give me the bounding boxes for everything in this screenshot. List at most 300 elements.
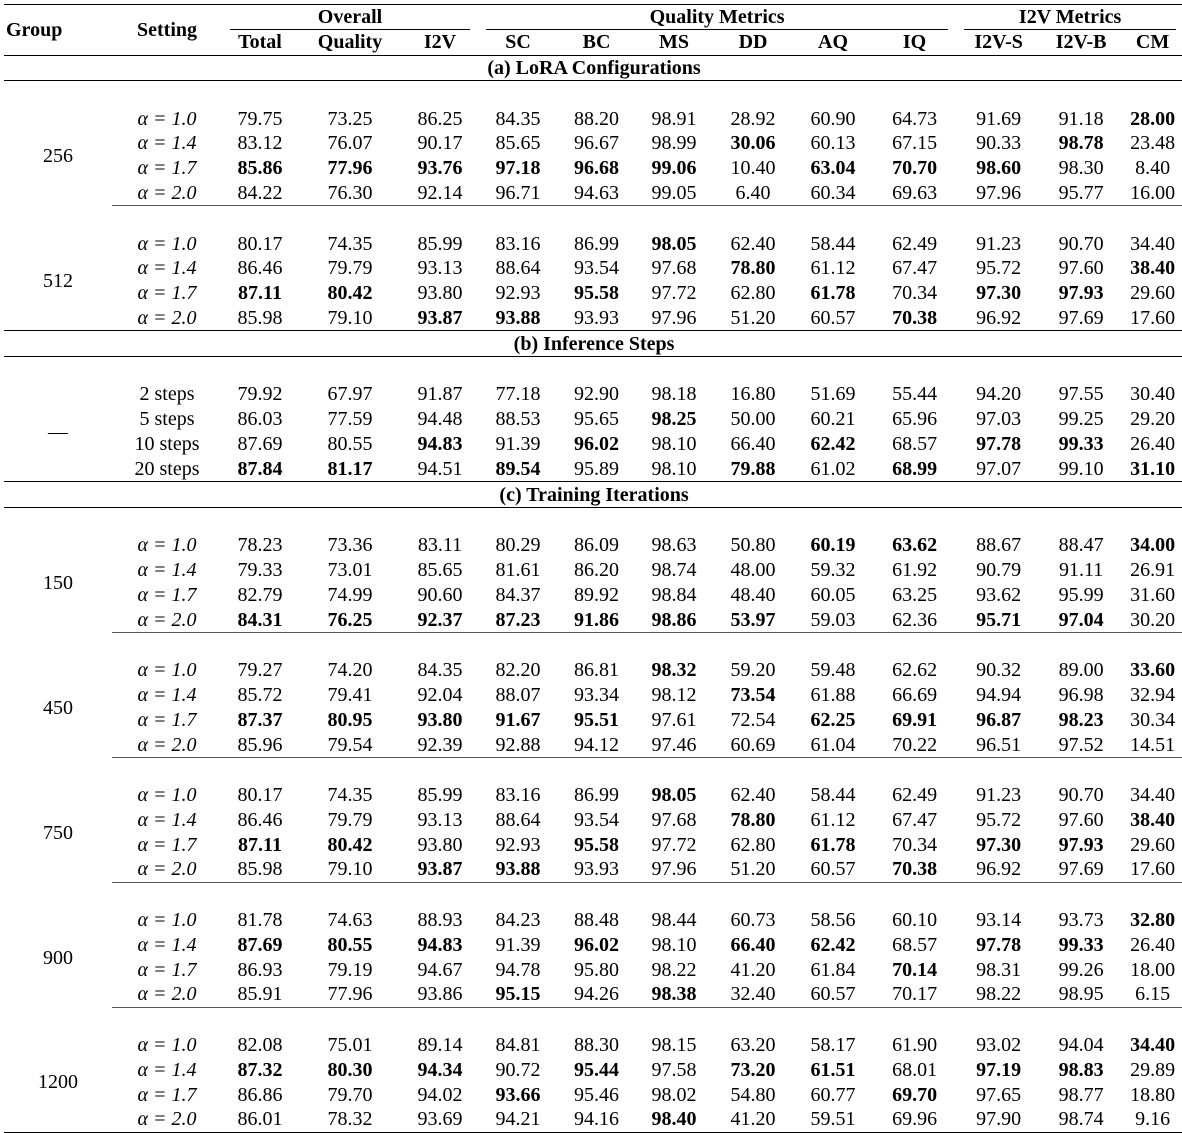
table-body (4, 5, 1182, 1133)
table-row (4, 131, 1182, 156)
value-cell: 55.44 (892, 383, 938, 406)
table-row (4, 658, 1182, 683)
value-cell: 69.96 (892, 1108, 938, 1131)
value-cell: 72.54 (730, 708, 776, 731)
value-cell: 73.20 (730, 1058, 776, 1081)
value-cell: 92.14 (417, 181, 463, 204)
section-title: (a) LoRA Configurations (487, 56, 701, 79)
value-cell: 60.34 (810, 181, 856, 204)
group-label: 900 (43, 946, 73, 969)
value-cell: 94.26 (574, 983, 620, 1006)
value-cell: 96.51 (976, 733, 1022, 756)
value-cell: 97.68 (651, 808, 697, 831)
value-cell: 94.04 (1058, 1034, 1104, 1057)
value-cell: 96.71 (495, 181, 541, 204)
col-header-iq: IQ (902, 31, 927, 54)
value-cell: 73.01 (327, 558, 373, 581)
value-cell: 98.10 (651, 933, 697, 956)
value-cell: 97.69 (1058, 306, 1104, 329)
value-cell: 95.58 (574, 282, 620, 305)
value-cell: 30.34 (1130, 708, 1176, 731)
value-cell: 87.11 (238, 282, 282, 305)
table-row (4, 456, 1182, 481)
value-cell: 58.44 (810, 784, 856, 807)
value-cell: 61.02 (810, 457, 856, 480)
value-cell: 60.19 (810, 534, 856, 557)
value-cell: 93.88 (495, 306, 541, 329)
value-cell: 74.35 (327, 232, 373, 255)
value-cell: 93.54 (574, 257, 620, 280)
value-cell: 58.17 (810, 1034, 856, 1057)
value-cell: 94.02 (417, 1083, 463, 1106)
value-cell: 99.10 (1058, 457, 1104, 480)
value-cell: 96.02 (574, 933, 620, 956)
value-cell: 30.40 (1130, 383, 1176, 406)
setting-cell: α = 2.0 (137, 733, 197, 756)
value-cell: 91.86 (574, 608, 620, 631)
value-cell: 79.54 (327, 733, 373, 756)
value-cell: 87.23 (495, 608, 541, 631)
value-cell: 70.17 (892, 983, 938, 1006)
value-cell: 98.25 (651, 408, 697, 431)
value-cell: 91.18 (1058, 107, 1104, 130)
setting-cell: 20 steps (134, 457, 200, 480)
table-row (4, 707, 1182, 732)
value-cell: 78.80 (730, 257, 776, 280)
setting-cell: α = 1.7 (137, 583, 197, 606)
group-spacer (4, 507, 1182, 532)
value-cell: 98.23 (1058, 708, 1104, 731)
value-cell: 93.87 (417, 858, 463, 881)
value-cell: 34.00 (1130, 534, 1176, 557)
col-header-cm: CM (1135, 31, 1170, 54)
setting-cell: 10 steps (134, 432, 200, 455)
value-cell: 86.46 (237, 808, 283, 831)
value-cell: 79.79 (327, 257, 373, 280)
value-cell: 31.60 (1130, 583, 1176, 606)
value-cell: 17.60 (1130, 306, 1176, 329)
value-cell: 93.66 (495, 1083, 541, 1106)
spacer-cell (4, 81, 112, 106)
value-cell: 97.72 (651, 282, 697, 305)
value-cell: 86.81 (574, 659, 620, 682)
col-header-ms: MS (659, 31, 690, 54)
table-row (4, 808, 1182, 833)
value-cell: 74.99 (327, 583, 373, 606)
setting-cell: α = 2.0 (137, 181, 197, 204)
value-cell: 61.84 (810, 958, 856, 981)
value-cell: 82.08 (237, 1034, 283, 1057)
value-cell: 70.38 (892, 306, 938, 329)
table-row (4, 732, 1182, 757)
spacer-cell (4, 206, 112, 231)
value-cell: 29.60 (1130, 833, 1176, 856)
value-cell: 67.47 (892, 808, 938, 831)
value-cell: 26.40 (1130, 432, 1176, 455)
spacer-cell (4, 1007, 112, 1032)
value-cell: 91.11 (1058, 558, 1104, 581)
value-cell: 80.42 (327, 833, 373, 856)
value-cell: 60.13 (810, 132, 856, 155)
value-cell: 81.78 (237, 909, 283, 932)
value-cell: 30.06 (730, 132, 776, 155)
value-cell: 94.16 (574, 1108, 620, 1131)
value-cell: 86.09 (574, 534, 620, 557)
value-cell: 93.93 (574, 858, 620, 881)
value-cell: 10.40 (730, 157, 776, 180)
value-cell: 85.98 (237, 858, 283, 881)
group-label: 256 (43, 145, 73, 168)
value-cell: 86.01 (237, 1108, 283, 1131)
value-cell: 92.39 (417, 733, 463, 756)
value-cell: 75.01 (327, 1034, 373, 1057)
setting-cell: α = 1.4 (137, 558, 197, 581)
value-cell: 79.10 (327, 858, 373, 881)
value-cell: 30.20 (1130, 608, 1176, 631)
value-cell: 16.00 (1130, 181, 1176, 204)
value-cell: 58.56 (810, 909, 856, 932)
setting-cell: α = 2.0 (137, 858, 197, 881)
table-row (4, 932, 1182, 957)
value-cell: 93.80 (417, 833, 463, 856)
table-row (4, 1107, 1182, 1132)
group-label: 150 (43, 571, 73, 594)
value-cell: 68.99 (892, 457, 938, 480)
value-cell: 97.68 (651, 257, 697, 280)
value-cell: 70.38 (892, 858, 938, 881)
value-cell: 74.63 (327, 909, 373, 932)
setting-cell: α = 1.4 (137, 808, 197, 831)
value-cell: 92.37 (417, 608, 463, 631)
setting-cell: α = 1.0 (137, 1034, 197, 1057)
setting-cell: α = 1.7 (137, 708, 197, 731)
spacer-cell (4, 507, 112, 532)
value-cell: 97.96 (976, 181, 1022, 204)
value-cell: 58.44 (810, 232, 856, 255)
value-cell: 60.77 (810, 1083, 856, 1106)
value-cell: 93.73 (1058, 909, 1104, 932)
value-cell: 97.65 (976, 1083, 1022, 1106)
col-header-aq: AQ (818, 31, 849, 54)
value-cell: 99.06 (651, 157, 697, 180)
setting-cell: α = 2.0 (137, 983, 197, 1006)
value-cell: 85.91 (237, 983, 283, 1006)
setting-cell: α = 1.0 (137, 784, 197, 807)
value-cell: 98.05 (651, 232, 697, 255)
value-cell: 92.93 (495, 282, 541, 305)
value-cell: 69.70 (892, 1083, 938, 1106)
value-cell: 61.92 (892, 558, 938, 581)
value-cell: 90.70 (1058, 232, 1104, 255)
value-cell: 84.23 (495, 909, 541, 932)
value-cell: 95.58 (574, 833, 620, 856)
value-cell: 97.55 (1058, 383, 1104, 406)
value-cell: 96.68 (574, 157, 620, 180)
value-cell: 98.15 (651, 1034, 697, 1057)
value-cell: 79.33 (237, 558, 283, 581)
value-cell: 85.99 (417, 232, 463, 255)
value-cell: 86.03 (237, 408, 283, 431)
value-cell: 38.40 (1130, 808, 1176, 831)
setting-cell: α = 1.7 (137, 157, 197, 180)
value-cell: 97.60 (1058, 808, 1104, 831)
value-cell: 99.33 (1058, 933, 1104, 956)
value-cell: 62.40 (730, 784, 776, 807)
setting-cell: α = 1.0 (137, 534, 197, 557)
value-cell: 69.91 (892, 708, 938, 731)
group-label: 1200 (38, 1071, 78, 1094)
value-cell: 93.80 (417, 708, 463, 731)
value-cell: 95.51 (574, 708, 620, 731)
value-cell: 73.54 (730, 683, 776, 706)
value-cell: 32.94 (1130, 683, 1176, 706)
value-cell: 94.67 (417, 958, 463, 981)
value-cell: 98.86 (651, 608, 697, 631)
value-cell: 80.55 (327, 933, 373, 956)
value-cell: 41.20 (730, 1108, 776, 1131)
value-cell: 98.99 (651, 132, 697, 155)
group-spacer (4, 81, 1182, 106)
value-cell: 81.17 (327, 457, 373, 480)
value-cell: 29.89 (1130, 1058, 1176, 1081)
group-spacer (4, 757, 1182, 782)
value-cell: 90.17 (417, 132, 463, 155)
value-cell: 79.75 (237, 107, 283, 130)
value-cell: 90.70 (1058, 784, 1104, 807)
value-cell: 67.97 (327, 383, 373, 406)
value-cell: 6.15 (1135, 983, 1171, 1006)
value-cell: 84.35 (495, 107, 541, 130)
value-cell: 98.22 (976, 983, 1022, 1006)
value-cell: 28.00 (1130, 107, 1176, 130)
value-cell: 61.51 (810, 1058, 856, 1081)
value-cell: 94.20 (976, 383, 1022, 406)
value-cell: 26.91 (1130, 558, 1176, 581)
setting-cell: α = 1.4 (137, 132, 197, 155)
value-cell: 63.62 (892, 534, 938, 557)
value-cell: 18.80 (1130, 1083, 1176, 1106)
value-cell: 97.78 (976, 933, 1022, 956)
spacer-cell (4, 757, 112, 782)
value-cell: 84.81 (495, 1034, 541, 1057)
value-cell: 98.38 (651, 983, 697, 1006)
value-cell: 88.64 (495, 808, 541, 831)
spacer-cell (4, 632, 112, 657)
value-cell: 74.35 (327, 784, 373, 807)
col-header-i2v-s: I2V-S (974, 31, 1023, 54)
section-title: (b) Inference Steps (513, 332, 675, 355)
value-cell: 98.18 (651, 383, 697, 406)
setting-cell: α = 2.0 (137, 306, 197, 329)
value-cell: 62.42 (810, 933, 856, 956)
col-header-dd: DD (738, 31, 768, 54)
value-cell: 93.34 (574, 683, 620, 706)
value-cell: 59.48 (810, 659, 856, 682)
value-cell: 93.14 (976, 909, 1022, 932)
setting-cell: α = 1.4 (137, 257, 197, 280)
value-cell: 80.30 (327, 1058, 373, 1081)
value-cell: 88.48 (574, 909, 620, 932)
value-cell: 69.63 (892, 181, 938, 204)
value-cell: 89.00 (1058, 659, 1104, 682)
section-header-row (4, 482, 1182, 508)
value-cell: 67.47 (892, 257, 938, 280)
table-row (4, 982, 1182, 1007)
value-cell: 87.84 (237, 457, 283, 480)
value-cell: 91.23 (976, 232, 1022, 255)
value-cell: 90.60 (417, 583, 463, 606)
value-cell: 60.57 (810, 306, 856, 329)
value-cell: 68.01 (892, 1058, 938, 1081)
value-cell: 59.32 (810, 558, 856, 581)
value-cell: 60.69 (730, 733, 776, 756)
value-cell: 93.02 (976, 1034, 1022, 1057)
value-cell: 87.11 (238, 833, 282, 856)
results-table (4, 4, 1182, 1133)
value-cell: 94.94 (976, 683, 1022, 706)
value-cell: 78.23 (237, 534, 283, 557)
table-row (4, 231, 1182, 256)
value-cell: 63.20 (730, 1034, 776, 1057)
spacer-cell (112, 632, 1182, 657)
spacer-cell (112, 357, 1182, 382)
value-cell: 94.21 (495, 1108, 541, 1131)
value-cell: 70.34 (892, 833, 938, 856)
value-cell: 97.30 (976, 833, 1022, 856)
spacer-cell (112, 757, 1182, 782)
table-row (4, 181, 1182, 206)
value-cell: 85.65 (417, 558, 463, 581)
value-cell: 98.83 (1058, 1058, 1104, 1081)
value-cell: 99.25 (1058, 408, 1104, 431)
value-cell: 98.78 (1058, 132, 1104, 155)
setting-cell: α = 1.7 (137, 1083, 197, 1106)
col-header-quality: Quality (317, 31, 383, 54)
value-cell: 95.44 (574, 1058, 620, 1081)
setting-cell: 5 steps (139, 408, 195, 431)
value-cell: 85.96 (237, 733, 283, 756)
value-cell: 95.77 (1058, 181, 1104, 204)
value-cell: 86.46 (237, 257, 283, 280)
value-cell: 28.92 (730, 107, 776, 130)
value-cell: 97.04 (1058, 608, 1104, 631)
value-cell: 83.16 (495, 784, 541, 807)
section-title: (c) Training Iterations (499, 483, 689, 506)
value-cell: 97.96 (651, 306, 697, 329)
value-cell: 93.87 (417, 306, 463, 329)
setting-cell: α = 1.4 (137, 1058, 197, 1081)
value-cell: 6.40 (735, 181, 771, 204)
value-cell: 97.72 (651, 833, 697, 856)
value-cell: 48.00 (730, 558, 776, 581)
value-cell: 98.05 (651, 784, 697, 807)
value-cell: 51.20 (730, 858, 776, 881)
value-cell: 50.00 (730, 408, 776, 431)
value-cell: 84.37 (495, 583, 541, 606)
value-cell: 67.15 (892, 132, 938, 155)
value-cell: 77.96 (327, 983, 373, 1006)
value-cell: 78.32 (327, 1108, 373, 1131)
value-cell: 85.98 (237, 306, 283, 329)
value-cell: 94.34 (417, 1058, 463, 1081)
col-header-sc: SC (505, 31, 531, 54)
value-cell: 48.40 (730, 583, 776, 606)
group-spacer (4, 882, 1182, 907)
setting-cell: 2 steps (139, 383, 195, 406)
group-label: 512 (43, 269, 73, 292)
header-group: Group (6, 18, 63, 41)
table-row (4, 683, 1182, 708)
value-cell: 79.88 (730, 457, 776, 480)
value-cell: 91.23 (976, 784, 1022, 807)
value-cell: 88.47 (1058, 534, 1104, 557)
value-cell: 80.17 (237, 784, 283, 807)
table-row (4, 957, 1182, 982)
value-cell: 32.80 (1130, 909, 1176, 932)
value-cell: 98.91 (651, 107, 697, 130)
table-row (4, 533, 1182, 558)
spacer-cell (4, 357, 112, 382)
value-cell: 84.22 (237, 181, 283, 204)
value-cell: 61.88 (810, 683, 856, 706)
group-spacer (4, 1007, 1182, 1032)
group-spacer (4, 357, 1182, 382)
setting-cell: α = 2.0 (137, 608, 197, 631)
section-header-row (4, 331, 1182, 357)
setting-cell: α = 1.0 (137, 107, 197, 130)
value-cell: 79.79 (327, 808, 373, 831)
table-row (4, 582, 1182, 607)
value-cell: 51.69 (810, 383, 856, 406)
value-cell: 87.69 (237, 933, 283, 956)
value-cell: 98.63 (651, 534, 697, 557)
value-cell: 91.39 (495, 432, 541, 455)
value-cell: 61.12 (810, 257, 856, 280)
value-cell: 91.69 (976, 107, 1022, 130)
table-row (4, 306, 1182, 331)
group-label: — (48, 420, 68, 443)
value-cell: 94.51 (417, 457, 463, 480)
value-cell: 96.92 (976, 306, 1022, 329)
value-cell: 85.65 (495, 132, 541, 155)
value-cell: 32.40 (730, 983, 776, 1006)
setting-cell: α = 1.7 (137, 833, 197, 856)
value-cell: 81.61 (495, 558, 541, 581)
value-cell: 33.60 (1130, 659, 1176, 682)
value-cell: 82.20 (495, 659, 541, 682)
value-cell: 99.26 (1058, 958, 1104, 981)
table-row (4, 106, 1182, 131)
value-cell: 61.78 (810, 282, 856, 305)
value-cell: 61.78 (810, 833, 856, 856)
value-cell: 62.80 (730, 833, 776, 856)
value-cell: 84.31 (237, 608, 283, 631)
value-cell: 79.10 (327, 306, 373, 329)
table-row (4, 156, 1182, 181)
value-cell: 95.99 (1058, 583, 1104, 606)
value-cell: 91.67 (495, 708, 541, 731)
value-cell: 80.17 (237, 232, 283, 255)
value-cell: 62.25 (810, 708, 856, 731)
value-cell: 79.27 (237, 659, 283, 682)
value-cell: 74.20 (327, 659, 373, 682)
value-cell: 80.42 (327, 282, 373, 305)
header-overall: Overall (222, 5, 478, 30)
value-cell: 80.29 (495, 534, 541, 557)
value-cell: 29.20 (1130, 408, 1176, 431)
value-cell: 98.84 (651, 583, 697, 606)
col-header-i2v-b: I2V-B (1055, 31, 1107, 54)
